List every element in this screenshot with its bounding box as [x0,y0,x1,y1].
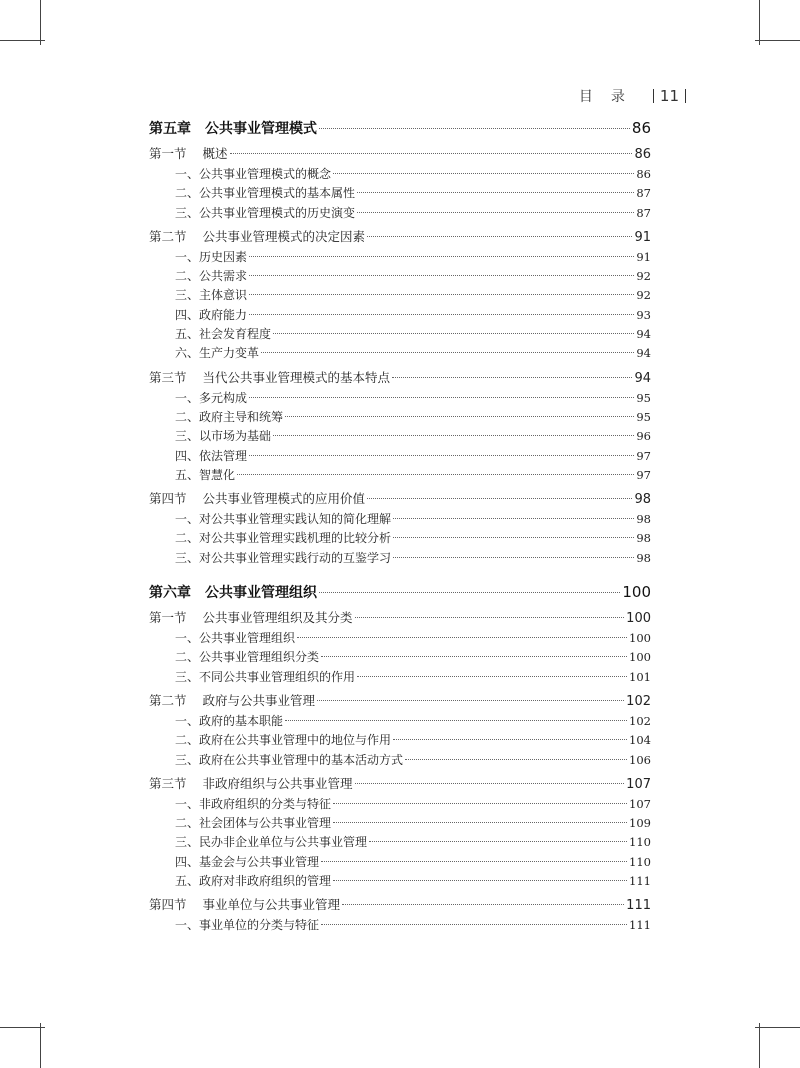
dot-leader [342,904,624,905]
chapter-spacer [149,568,651,582]
section-heading [149,691,315,709]
item-page-number: 104 [629,733,651,748]
section-label: 第二节 [149,228,187,244]
toc-item-entry[interactable] [149,648,651,667]
section-heading [149,227,365,245]
section-label: 第三节 [149,369,187,385]
dot-leader [333,173,634,174]
header-divider [653,89,654,103]
dot-leader [297,637,627,638]
dot-leader [357,676,627,677]
toc-section-entry[interactable] [149,144,651,165]
dot-leader [357,212,634,213]
crop-mark [759,1023,760,1068]
toc-section-entry[interactable] [149,368,651,389]
dot-leader [273,333,634,334]
item-title: 二、社会团体与公共事业管理 [175,816,332,831]
item-title: 五、政府对非政府组织的管理 [175,874,332,889]
item-page-number: 86 [636,167,651,181]
toc-section-entry[interactable] [149,227,651,248]
item-page-number: 87 [636,205,651,220]
table-of-contents [149,118,651,936]
item-page-number: 96 [636,429,651,444]
section-label: 第一节 [149,610,187,626]
item-title: 五、智慧化 [175,467,236,482]
toc-section-entry[interactable] [149,489,651,510]
dot-leader [249,256,634,257]
section-label: 第四节 [149,491,187,507]
section-heading [149,895,340,913]
crop-mark [40,0,41,45]
section-title: 政府与公共事业管理 [202,692,316,708]
item-title: 三、民办非企业单位与公共事业管理 [175,835,368,850]
section-page-number: 107 [626,776,651,792]
item-title: 二、公共需求 [175,269,248,284]
dot-leader [237,474,634,475]
dot-leader [321,861,627,862]
dot-leader [393,557,634,558]
dot-leader [355,617,625,618]
item-page-number: 94 [636,346,651,361]
toc-item-entry[interactable] [149,795,651,814]
item-title: 一、政府的基本职能 [175,713,284,728]
toc-chapter-entry[interactable] [149,118,651,144]
item-page-number: 98 [636,531,651,546]
toc-item-entry[interactable] [149,408,651,427]
toc-item-entry[interactable] [149,466,651,485]
section-page-number: 86 [634,147,651,162]
section-heading [149,368,390,386]
crop-mark [0,40,45,41]
item-page-number: 97 [636,467,651,482]
section-title: 事业单位与公共事业管理 [202,897,341,913]
item-title: 三、政府在公共事业管理中的基本活动方式 [175,752,404,767]
section-heading [149,489,365,507]
item-page-number: 110 [629,835,651,850]
toc-item-entry[interactable] [149,184,651,203]
toc-item-entry[interactable] [149,510,651,529]
dot-leader [230,153,633,154]
chapter-label: 第五章 [149,121,191,137]
item-title: 一、历史因素 [175,249,248,264]
item-title: 一、多元构成 [175,390,248,405]
toc-item-entry[interactable] [149,529,651,548]
dot-leader [249,294,634,295]
toc-section-entry[interactable] [149,691,651,712]
item-page-number: 107 [629,796,651,811]
toc-item-entry[interactable] [149,751,651,770]
item-title: 六、生产力变革 [175,346,260,361]
section-title: 非政府组织与公共事业管理 [202,775,353,791]
item-title: 三、公共事业管理模式的历史演变 [175,205,356,220]
item-page-number: 100 [629,650,651,665]
toc-item-entry[interactable] [149,712,651,731]
dot-leader [249,314,634,315]
crop-mark [40,1023,41,1068]
dot-leader [249,275,634,276]
item-page-number: 92 [636,269,651,284]
toc-chapter-entry[interactable] [149,582,651,608]
toc-item-entry[interactable] [149,814,651,833]
toc-item-entry[interactable] [149,916,651,935]
dot-leader [285,720,627,721]
item-page-number: 95 [636,390,651,405]
section-page-number: 100 [626,611,651,627]
dot-leader [321,656,627,657]
toc-item-entry[interactable] [149,267,651,286]
item-title: 二、政府主导和统筹 [175,409,284,424]
dot-leader [333,822,627,823]
toc-item-entry[interactable] [149,286,651,305]
toc-item-entry[interactable] [149,731,651,750]
dot-leader [393,537,634,538]
toc-item-entry[interactable] [149,248,651,267]
item-title: 三、不同公共事业管理组织的作用 [175,669,356,684]
item-title: 一、公共事业管理模式的概念 [175,167,332,181]
item-title: 一、事业单位的分类与特征 [175,918,320,933]
item-page-number: 102 [629,713,651,728]
item-title: 四、政府能力 [175,307,248,322]
section-label: 第一节 [149,146,187,161]
toc-section-entry[interactable] [149,608,651,629]
toc-item-entry[interactable] [149,325,651,344]
dot-leader [273,435,634,436]
item-page-number: 87 [636,186,651,201]
item-page-number: 92 [636,288,651,303]
toc-item-entry[interactable] [149,853,651,872]
chapter-title: 公共事业管理模式 [205,121,317,137]
toc-item-entry[interactable] [149,447,651,466]
dot-leader [249,397,634,398]
section-page-number: 98 [634,492,651,508]
dot-leader [367,236,632,237]
crop-mark [0,1027,45,1028]
item-title: 五、社会发育程度 [175,327,272,342]
dot-leader [369,841,627,842]
item-title: 三、以市场为基础 [175,429,272,444]
toc-item-entry[interactable] [149,389,651,408]
item-title: 二、政府在公共事业管理中的地位与作用 [175,733,392,748]
item-title: 二、公共事业管理组织分类 [175,650,320,665]
section-page-number: 102 [626,693,651,709]
dot-leader [392,377,632,378]
chapter-page-number: 86 [631,119,651,137]
section-title: 公共事业管理模式的决定因素 [202,228,366,244]
item-page-number: 95 [636,409,651,424]
running-header [579,86,692,106]
section-page-number: 94 [634,370,651,386]
section-page-number: 91 [634,229,651,245]
section-heading [149,144,228,162]
toc-section-entry[interactable] [149,895,651,916]
dot-leader [393,518,634,519]
item-title: 四、基金会与公共事业管理 [175,854,320,869]
item-page-number: 106 [629,752,651,767]
toc-item-entry[interactable] [149,344,651,363]
toc-section-entry[interactable] [149,774,651,795]
section-label: 第四节 [149,897,187,913]
dot-leader [317,700,624,701]
toc-item-entry[interactable] [149,165,651,184]
dot-leader [405,759,627,760]
item-page-number: 98 [636,550,651,565]
item-title: 一、对公共事业管理实践认知的简化理解 [175,512,392,527]
dot-leader [319,128,630,129]
item-page-number: 97 [636,448,651,463]
section-title: 当代公共事业管理模式的基本特点 [202,369,391,385]
header-page-number: 11 [659,87,679,105]
section-label: 第三节 [149,775,187,791]
dot-leader [285,416,634,417]
item-page-number: 94 [636,327,651,342]
dot-leader [319,592,620,593]
section-heading [149,774,353,792]
toc-item-entry[interactable] [149,872,651,891]
dot-leader [393,739,627,740]
section-title: 公共事业管理模式的应用价值 [202,491,366,507]
item-page-number: 98 [636,512,651,527]
section-title: 公共事业管理组织及其分类 [202,610,353,626]
section-page-number: 111 [626,898,651,914]
header-divider [685,89,686,103]
item-page-number: 110 [629,854,651,869]
dot-leader [249,455,634,456]
crop-mark [759,0,760,45]
section-heading [149,608,353,626]
item-page-number: 111 [629,874,651,889]
crop-mark [755,1027,800,1028]
item-page-number: 101 [629,669,651,684]
section-title: 概述 [202,146,228,161]
dot-leader [357,192,634,193]
toc-item-entry[interactable] [149,549,651,568]
item-title: 二、公共事业管理模式的基本属性 [175,186,356,201]
chapter-title: 公共事业管理组织 [205,585,317,602]
toc-item-entry[interactable] [149,427,651,446]
dot-leader [355,783,625,784]
dot-leader [321,924,627,925]
item-page-number: 91 [636,249,651,264]
chapter-label: 第六章 [149,585,191,602]
crop-mark [755,40,800,41]
item-page-number: 111 [629,918,651,933]
item-page-number: 109 [629,816,651,831]
item-title: 一、非政府组织的分类与特征 [175,796,332,811]
toc-item-entry[interactable] [149,629,651,648]
item-title: 一、公共事业管理组织 [175,631,296,646]
item-title: 三、主体意识 [175,288,248,303]
item-page-number: 100 [629,631,651,646]
section-label: 第二节 [149,692,187,708]
item-title: 四、依法管理 [175,448,248,463]
chapter-heading [149,118,317,138]
dot-leader [333,880,627,881]
dot-leader [261,352,634,353]
chapter-heading [149,582,317,602]
item-page-number: 93 [636,307,651,322]
toc-item-entry[interactable] [149,204,651,223]
dot-leader [367,498,632,499]
dot-leader [333,803,627,804]
toc-item-entry[interactable] [149,668,651,687]
toc-item-entry[interactable] [149,833,651,852]
item-title: 三、对公共事业管理实践行动的互鉴学习 [175,550,392,565]
toc-item-entry[interactable] [149,306,651,325]
chapter-page-number: 100 [622,583,651,602]
item-title: 二、对公共事业管理实践机理的比较分析 [175,531,392,546]
header-title: 目录 [578,89,643,105]
